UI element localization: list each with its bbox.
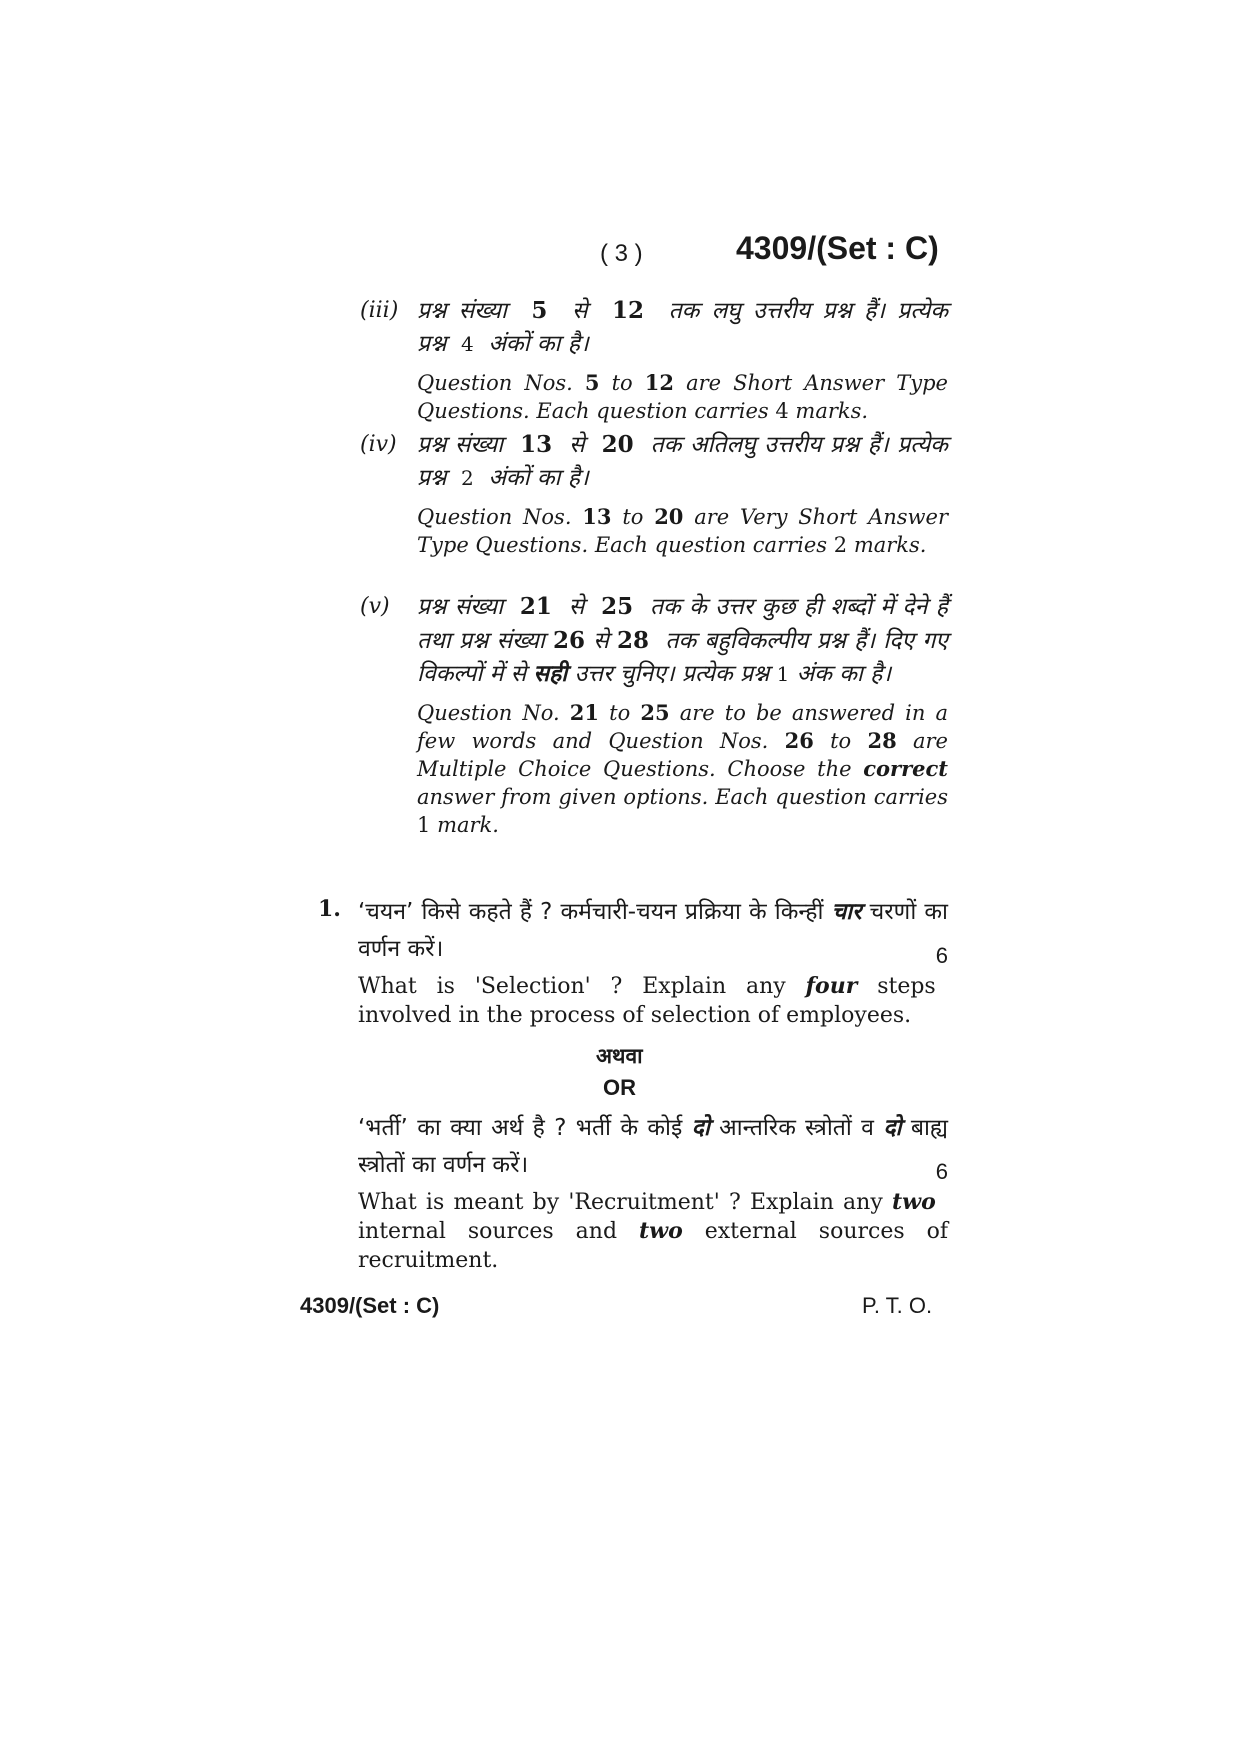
- or-hindi: अथवा: [596, 1044, 643, 1068]
- instruction-number: (v): [360, 594, 390, 619]
- question-number: 1.: [318, 896, 341, 922]
- question-hindi: ‘चयन’ किसे कहते हैं ? कर्मचारी-चयन प्रक्रिया के किन्हीं चार चरणों का वर्णन करें। 6: [358, 894, 948, 968]
- pto-label: P. T. O.: [862, 1293, 933, 1318]
- page-number: ( 3 ): [600, 240, 643, 267]
- instruction-number: (iv): [360, 432, 397, 457]
- instruction-english: Question Nos. 13 to 20 are Very Short Answer Type Questions. Each question carries 2 marks.: [417, 504, 948, 557]
- instruction-number: (iii): [360, 298, 399, 323]
- paper-code-header: 4309/(Set : C): [736, 230, 939, 266]
- question-english: What is meant by 'Recruitment' ? Explain any two internal sources and two external sources of recruitment.: [358, 1189, 948, 1273]
- question-marks: 6: [935, 943, 948, 968]
- or-english: OR: [603, 1075, 636, 1100]
- instruction-english: Question No. 21 to 25 are to be answered in a few words and Question Nos. 26 to 28 are Multiple Choice Questions. Choose the correct answer from given options. Each question carries 1 mark.: [417, 700, 948, 837]
- instruction-hindi: प्रश्न संख्या 5 से 12 तक लघु उत्तरीय प्रश्न हैं। प्रत्येक प्रश्न 4 अंकों का है।: [417, 297, 949, 357]
- question-english: What is 'Selection' ? Explain any four steps involved in the process of selection of employees.: [358, 973, 936, 1028]
- instruction-english: Question Nos. 5 to 12 are Short Answer Type Questions. Each question carries 4 marks.: [417, 370, 948, 423]
- paper-code-footer: 4309/(Set : C): [300, 1293, 440, 1318]
- instruction-hindi: प्रश्न संख्या 21 से 25 तक के उत्तर कुछ ही शब्दों में देने हैं तथा प्रश्न संख्या 26 से 28 तक बहुविकल्पीय प्रश्न हैं। दिए गए विकल्पों में से सही उत्तर चुनिए। प्रत्येक प्रश्न 1 अंक का है।: [417, 593, 949, 687]
- instruction-hindi: प्रश्न संख्या 13 से 20 तक अतिलघु उत्तरीय प्रश्न हैं। प्रत्येक प्रश्न 2 अंकों का है।: [417, 431, 948, 491]
- question-marks: 6: [935, 1159, 948, 1184]
- question-hindi: ‘भर्ती’ का क्या अर्थ है ? भर्ती के कोई दो आन्तरिक स्त्रोतों व दो बाह्य स्त्रोतों का वर्णन करें। 6: [358, 1110, 948, 1184]
